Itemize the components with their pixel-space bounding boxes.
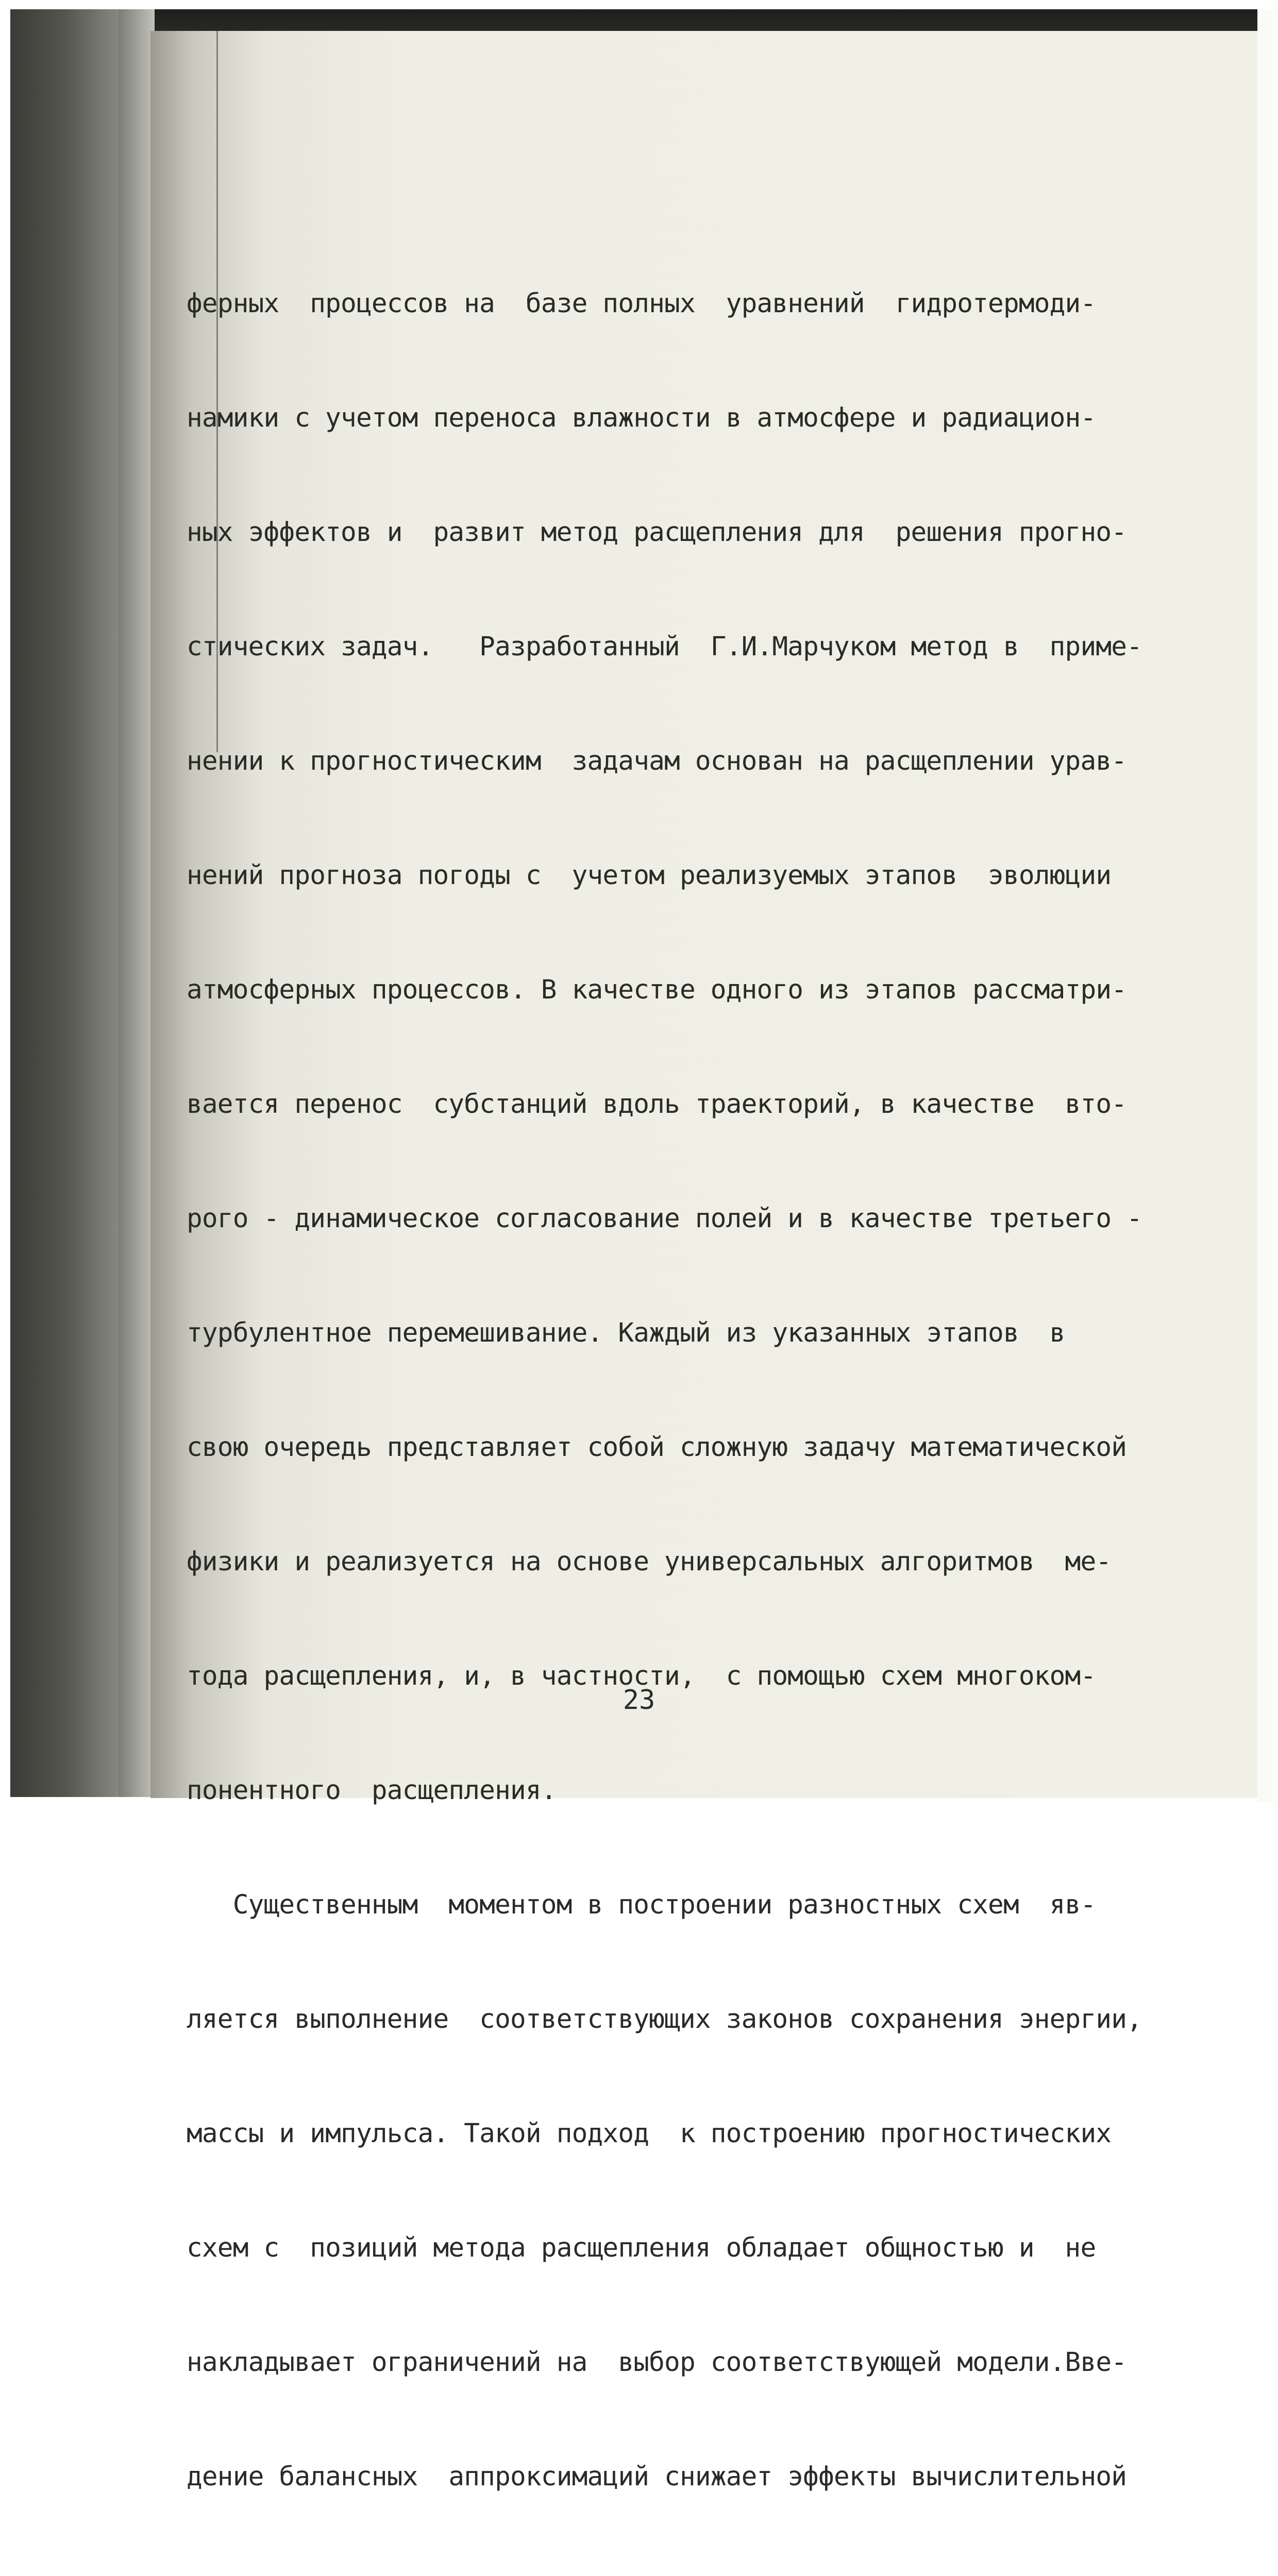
text-line: понентного расщепления. bbox=[187, 1775, 557, 1806]
text-line: нении к прогностическим задачам основан на расщеплении урав- bbox=[187, 746, 1127, 776]
text-line: дение балансных аппроксимаций снижает эффекты вычислительной bbox=[187, 2462, 1127, 2492]
text-line: схем с позиций метода расщепления обладает общностью и не bbox=[187, 2233, 1096, 2263]
text-line: нений прогноза погоды с учетом реализуемых этапов эволюции bbox=[187, 860, 1112, 891]
text-line: атмосферных процессов. В качестве одного из этапов рассматри- bbox=[187, 975, 1127, 1005]
text-line: рого - динамическое согласование полей и в качестве третьего - bbox=[187, 1204, 1142, 1234]
scan-margin-right bbox=[1257, 9, 1273, 1802]
text-line: массы и импульса. Такой подход к построению прогностических bbox=[187, 2119, 1112, 2149]
text-line: намики с учетом переноса влажности в атмосфере и радиацион- bbox=[187, 403, 1096, 433]
text-line: стических задач. Разработанный Г.И.Марчуком метод в приме- bbox=[187, 632, 1142, 662]
page-number: 23 bbox=[623, 1685, 655, 1716]
text-line: свою очередь представляет собой сложную задачу математической bbox=[187, 1432, 1127, 1463]
text-line: тода расщепления, и, в частности, с помощью схем многоком- bbox=[187, 1661, 1096, 1691]
text-line bbox=[187, 2572, 1166, 2576]
text-line: ляется выполнение соответствующих законов сохранения энергии, bbox=[187, 2004, 1142, 2035]
body-text bbox=[187, 209, 1166, 2576]
text-line: накладывает ограничений на выбор соответствующей модели.Вве- bbox=[187, 2347, 1127, 2378]
text-line: турбулентное перемешивание. Каждый из указанных этапов в bbox=[187, 1318, 1065, 1348]
text-line: Существенным моментом в построении разностных схем яв- bbox=[187, 1890, 1096, 1920]
text-line: вается перенос субстанций вдоль траекторий, в качестве вто- bbox=[187, 1089, 1127, 1120]
text-line: ферных процессов на базе полных уравнений гидротермоди- bbox=[187, 289, 1096, 319]
text-line: физики и реализуется на основе универсальных алгоритмов ме- bbox=[187, 1547, 1112, 1577]
text-line: ных эффектов и развит метод расщепления для решения прогно- bbox=[187, 517, 1127, 548]
facing-page-edge bbox=[119, 9, 155, 1797]
